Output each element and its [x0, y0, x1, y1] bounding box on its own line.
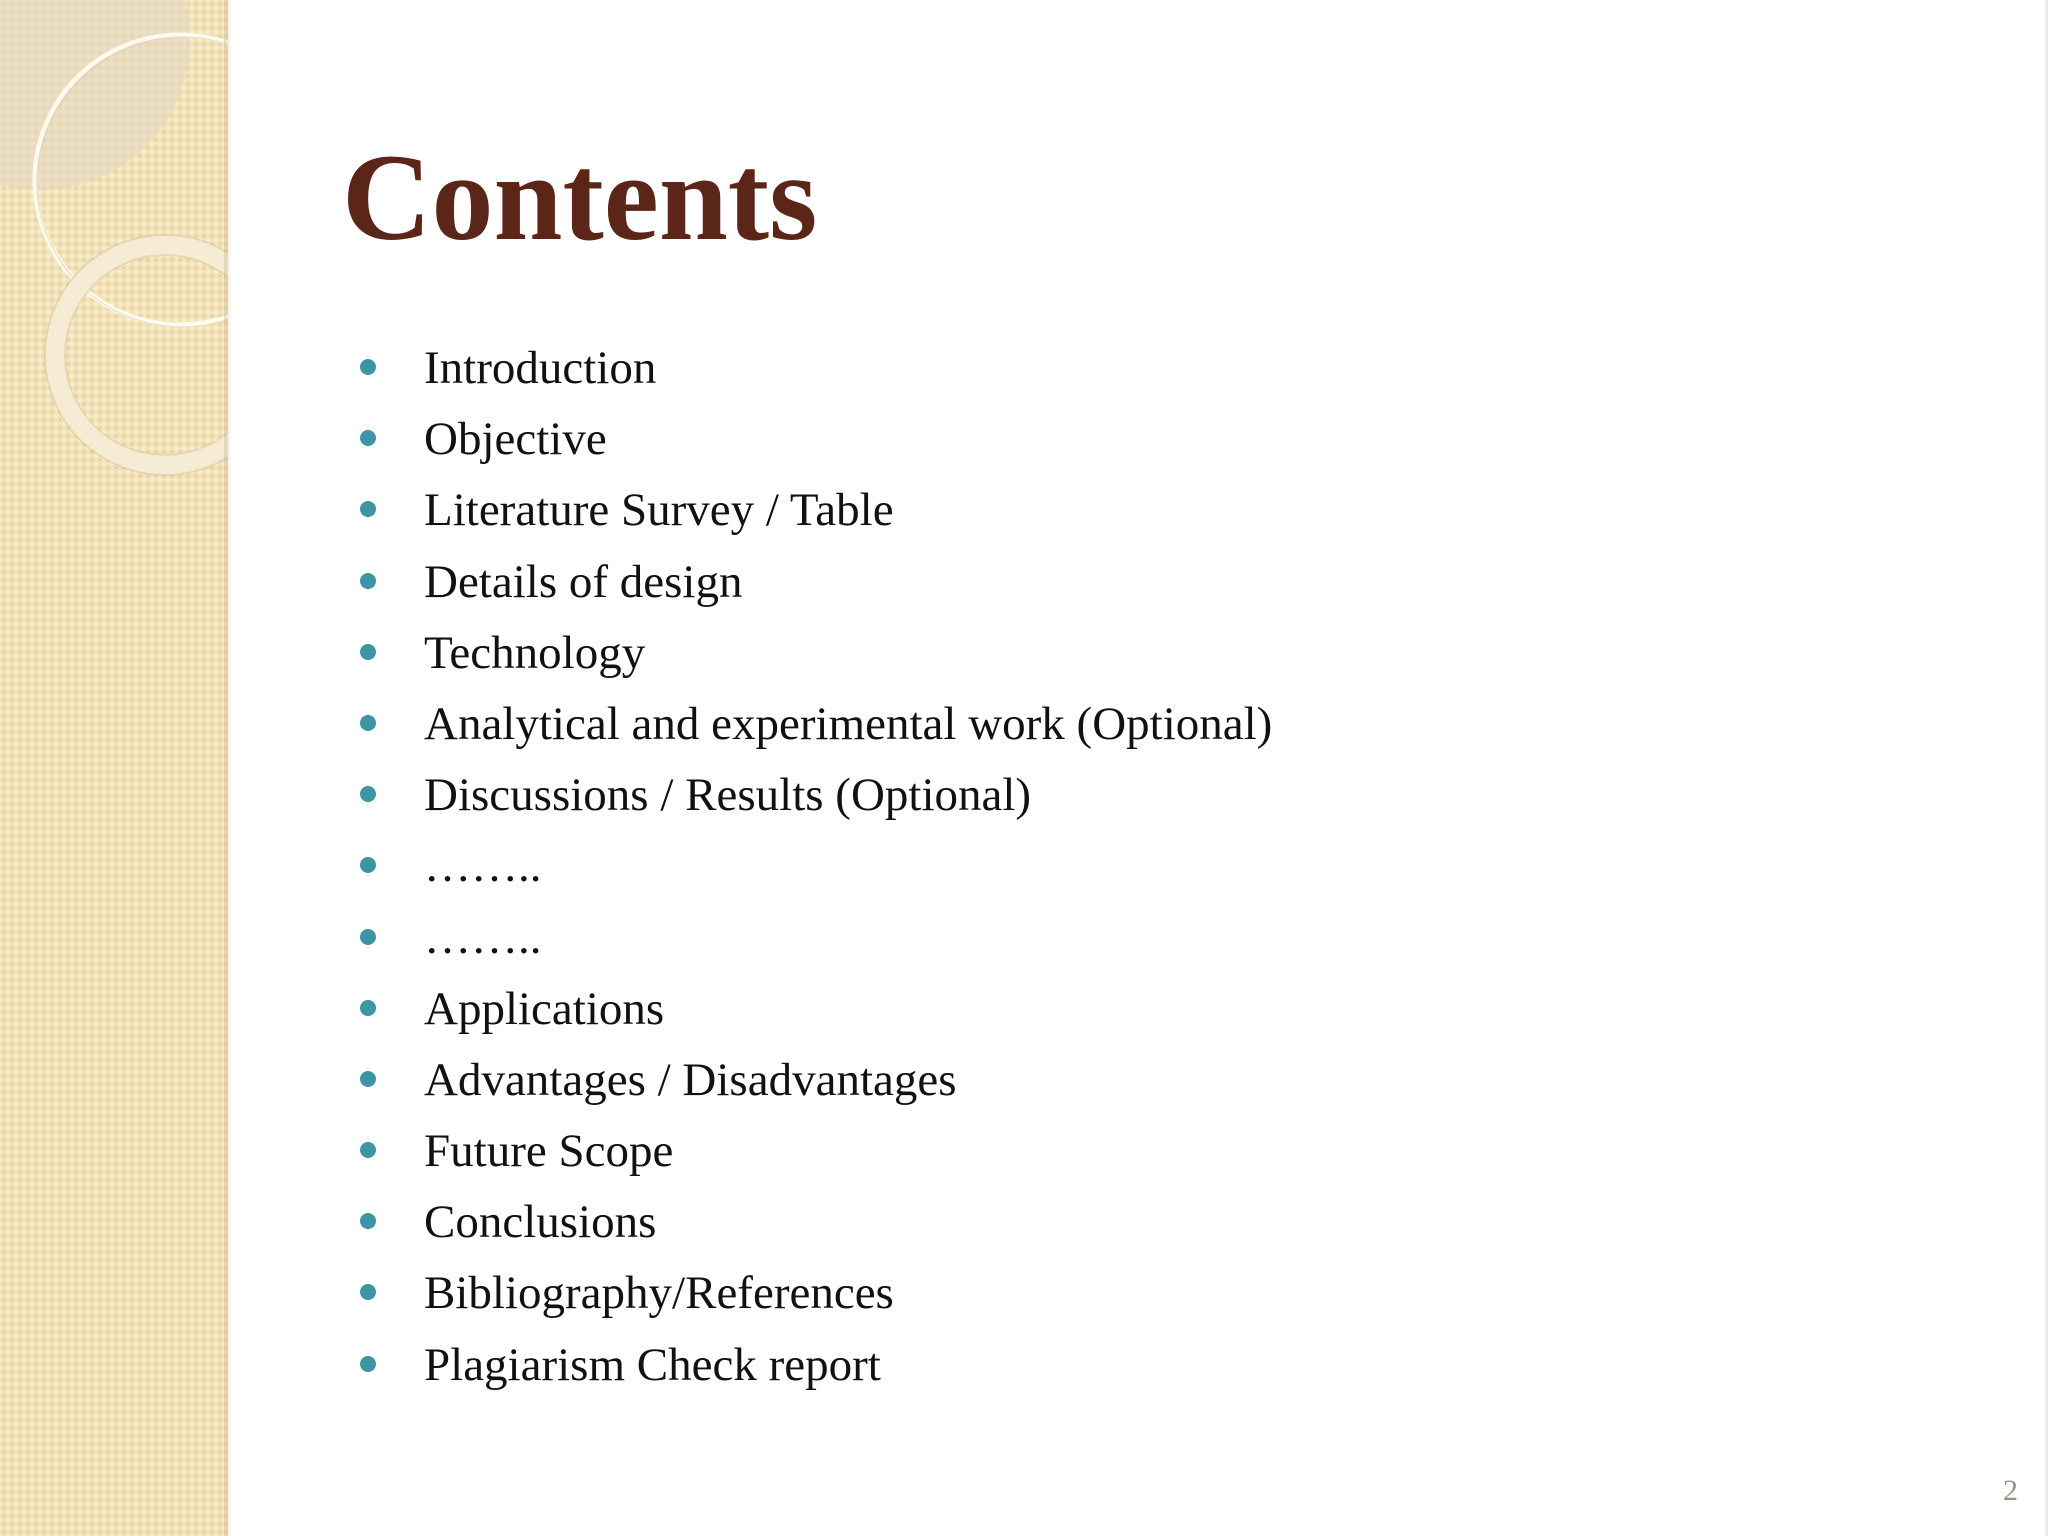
list-item-label: Analytical and experimental work (Optional) — [424, 697, 1273, 750]
bullet-dot-icon — [360, 1142, 376, 1158]
list-item-label: Applications — [424, 982, 665, 1035]
bullet-dot-icon — [360, 1356, 376, 1372]
list-item-label: Bibliography/References — [424, 1267, 894, 1320]
bullet-dot-icon — [360, 1000, 376, 1016]
list-item-label: …….. — [424, 911, 542, 964]
slide-title: Contents — [342, 129, 818, 266]
bullet-dot-icon — [360, 929, 376, 945]
bullet-dot-icon — [360, 786, 376, 802]
bullet-dot-icon — [360, 1284, 376, 1300]
list-item-label: Conclusions — [424, 1196, 657, 1249]
bullet-dot-icon — [360, 857, 376, 873]
panel-edge-shadow — [224, 0, 232, 1536]
list-item-label: Literature Survey / Table — [424, 484, 894, 537]
page-number: 2 — [2003, 1474, 2018, 1507]
bullet-dot-icon — [360, 715, 376, 731]
side-decorative-panel — [0, 0, 228, 1536]
list-item-label: Introduction — [424, 342, 657, 394]
bullet-dot-icon — [360, 359, 376, 375]
list-item-label: …….. — [424, 840, 542, 893]
list-item-label: Discussions / Results (Optional) — [424, 769, 1032, 822]
list-item-label: Details of design — [424, 555, 743, 608]
list-item-label: Objective — [424, 413, 607, 466]
list-item-label: Future Scope — [424, 1125, 674, 1178]
bullet-dot-icon — [360, 573, 376, 589]
bullet-dot-icon — [360, 1213, 376, 1229]
ring-decoration-icon — [0, 0, 228, 520]
bullet-dot-icon — [360, 501, 376, 517]
right-edge-shadow — [2044, 0, 2048, 1536]
list-item-label: Advantages / Disadvantages — [424, 1053, 957, 1106]
list-item-label: Plagiarism Check report — [424, 1338, 881, 1391]
bullet-dot-icon — [360, 430, 376, 446]
bullet-dot-icon — [360, 644, 376, 660]
bullet-dot-icon — [360, 1071, 376, 1087]
list-item-label: Technology — [424, 626, 646, 679]
